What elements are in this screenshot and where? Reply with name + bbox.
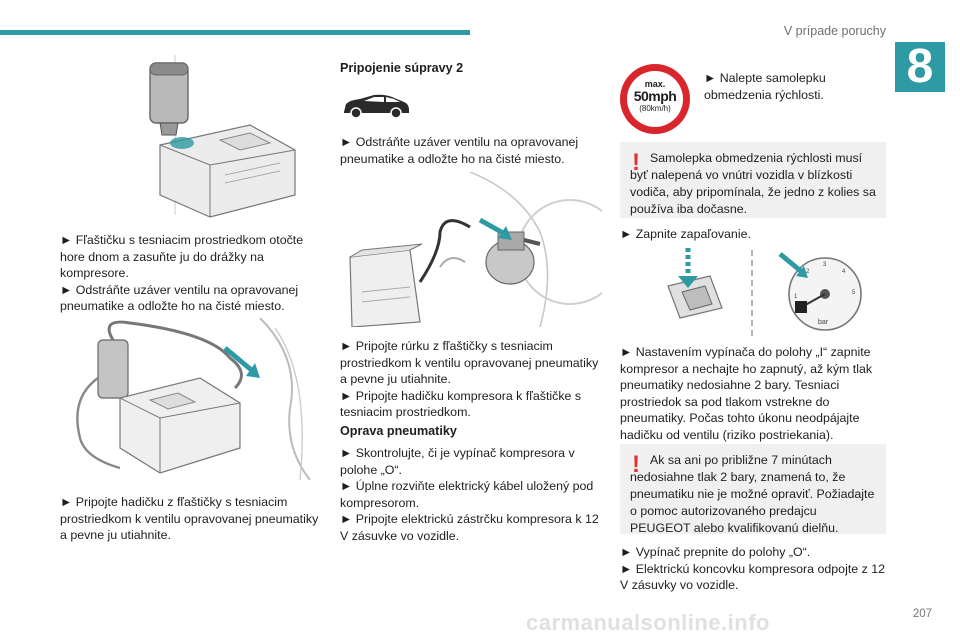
heading-kit-2: Pripojenie súpravy 2 <box>340 61 464 75</box>
watermark: carmanualsonline.info <box>526 610 770 635</box>
gauge-tick-4: 4 <box>842 269 846 275</box>
warning-exclamation-icon: ! <box>632 451 640 478</box>
sticker-kmh: (80km/h) <box>639 104 671 113</box>
right-step-5: ► Elektrickú koncovku kompresora odpojte z 12 V zásuvky vo vozidle. <box>620 561 886 593</box>
heading-tyre-repair: Oprava pneumatiky <box>340 424 457 438</box>
middle-step-1: ► Odstráňte uzáver ventilu na opravovanej pneumatike a odložte ho na čisté miesto. <box>340 135 579 166</box>
right-text-4 <box>620 544 886 594</box>
gauge-tick-3: 3 <box>823 262 827 268</box>
left-step-2: ► Odstráňte uzáver ventilu na opravovanej pneumatike a odložte ho na čisté miesto. <box>60 282 299 314</box>
right-step-3: ► Nastavením vypínača do polohy „I“ zapnite kompresor a nechajte ho zapnutý, až kým tlak pneumatiky nedosiahne 2 bary. Tesniaci prostriedok sa pod tlakom vstrekne do pneumatiky. Počas tohto úkonu neodpájajte hadičku od ventilu (riziko postriekania). <box>620 345 873 442</box>
warning-text-sticker: Samolepka obmedzenia rýchlosti musí byť nalepená vo vnútri vozidla v blízkosti vodiča, aby pripomínala, že jedno z kolies sa používa iba dočasne. <box>630 151 876 216</box>
header-accent-bar <box>0 30 470 35</box>
right-text-1 <box>704 70 874 103</box>
gauge-tick-2: 2 <box>806 269 810 275</box>
warning-box-pressure <box>620 444 886 534</box>
gauge-tick-5: 5 <box>852 290 856 296</box>
section-title: V prípade poruchy <box>783 24 886 38</box>
right-step-4: ► Vypínač prepnite do polohy „O“. <box>620 545 811 559</box>
ignition-and-gauge-illustration <box>660 246 872 338</box>
compressor-hose-bottle-illustration <box>340 172 602 327</box>
middle-step-6: ► Pripojte elektrickú zástrčku kompresora k 12 V zásuvke vo vozidle. <box>340 512 599 543</box>
middle-text-3 <box>340 445 606 545</box>
middle-step-5: ► Úplne rozviňte elektrický kábel uložený pod kompresorom. <box>340 479 594 510</box>
gauge-unit: bar <box>818 319 829 326</box>
middle-step-4: ► Skontrolujte, či je vypínač kompresora v polohe „O“. <box>340 446 575 477</box>
right-step-2: ► Zapnite zapaľovanie. <box>620 227 751 241</box>
car-suv-icon <box>340 92 412 120</box>
left-text-1 <box>60 232 325 315</box>
right-text-2 <box>620 226 886 243</box>
left-text-2 <box>60 494 325 544</box>
chapter-number: 8 <box>895 42 945 92</box>
left-step-3: ► Pripojte hadičku z fľaštičky s tesniacim prostriedkom k ventilu opravovanej pneumatiky a pevne ju utiahnite. <box>60 495 319 543</box>
sticker-speed: 50mph <box>633 88 677 104</box>
hose-to-valve-illustration <box>60 318 322 480</box>
right-step-1: ► Nalepte samolepku obmedzenia rýchlosti. <box>704 71 826 102</box>
right-text-3 <box>620 344 886 444</box>
warning-box-sticker <box>620 142 886 218</box>
gauge-tick-1: 1 <box>794 294 798 300</box>
middle-step-3: ► Pripojte hadičku kompresora k fľaštičke s tesniacim prostriedkom. <box>340 388 582 420</box>
warning-text-pressure: Ak sa ani po približne 7 minútach nedosiahne tlak 2 bary, znamená to, že pneumatiku nie je možné opraviť. Požiadajte o pomoc autorizovaného predajcu PEUGEOT alebo kvalifikovanú dielňu. <box>630 453 875 535</box>
warning-exclamation-icon: ! <box>632 149 640 176</box>
left-step-1: ► Fľaštičku s tesniacim prostriedkom otočte hore dnom a zasuňte ju do drážky na kompresore. <box>60 233 304 281</box>
sticker-max: max. <box>644 79 666 89</box>
sealant-bottle-compressor-illustration <box>120 55 300 220</box>
speed-limit-sticker <box>620 64 690 134</box>
middle-text-2 <box>340 338 606 421</box>
middle-step-2: ► Pripojte rúrku z fľaštičky s tesniacim prostriedkom k ventilu opravovanej pneumatiky a pevne ju utiahnite. <box>340 339 599 387</box>
page-number: 207 <box>912 608 932 620</box>
middle-text-1 <box>340 134 606 167</box>
